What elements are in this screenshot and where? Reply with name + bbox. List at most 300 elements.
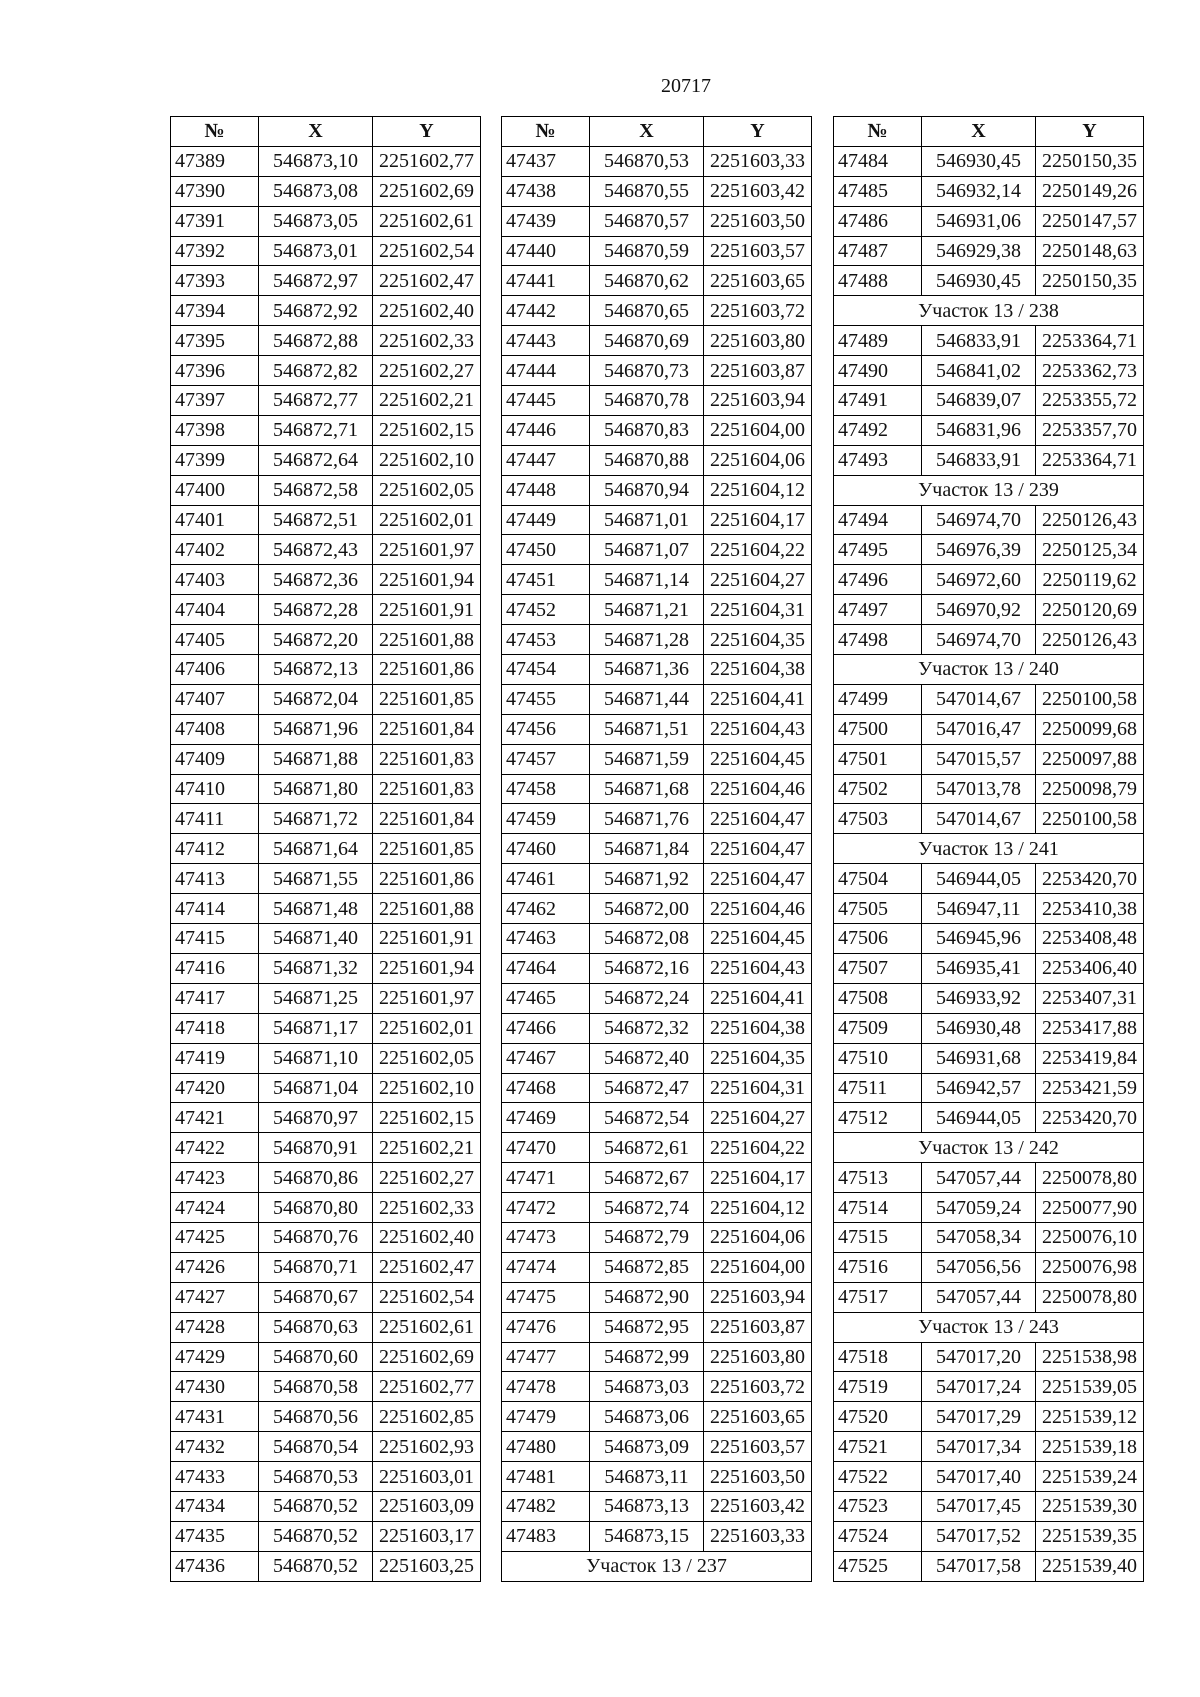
cell-number: 47455 xyxy=(502,684,590,714)
cell-number: 47503 xyxy=(834,804,922,834)
cell-number: 47395 xyxy=(171,326,259,356)
cell-x: 547056,56 xyxy=(922,1252,1036,1282)
table-row xyxy=(502,206,812,236)
cell-number: 47452 xyxy=(502,595,590,625)
table-row xyxy=(502,386,812,416)
cell-number: 47450 xyxy=(502,535,590,565)
cell-y: 2251603,25 xyxy=(373,1551,481,1581)
table-row xyxy=(834,1252,1144,1282)
cell-number: 47458 xyxy=(502,774,590,804)
table-row xyxy=(834,1491,1144,1521)
cell-y: 2251604,00 xyxy=(704,1252,812,1282)
cell-y: 2251603,33 xyxy=(704,146,812,176)
table-row xyxy=(502,236,812,266)
table-row xyxy=(171,1013,481,1043)
cell-x: 546931,06 xyxy=(922,206,1036,236)
cell-x: 546839,07 xyxy=(922,386,1036,416)
cell-y: 2250100,58 xyxy=(1036,684,1144,714)
cell-y: 2251601,84 xyxy=(373,714,481,744)
table-row xyxy=(171,1402,481,1432)
table-row xyxy=(502,1133,812,1163)
cell-number: 47481 xyxy=(502,1462,590,1492)
table-row xyxy=(502,804,812,834)
cell-y: 2251602,01 xyxy=(373,1013,481,1043)
cell-y: 2251604,06 xyxy=(704,1222,812,1252)
cell-y: 2250076,98 xyxy=(1036,1252,1144,1282)
cell-x: 546974,70 xyxy=(922,505,1036,535)
cell-number: 47440 xyxy=(502,236,590,266)
table-row xyxy=(502,176,812,206)
cell-x: 546870,53 xyxy=(590,146,704,176)
cell-number: 47424 xyxy=(171,1193,259,1223)
cell-y: 2251604,22 xyxy=(704,1133,812,1163)
table-row xyxy=(834,1402,1144,1432)
table-row xyxy=(171,565,481,595)
cell-number: 47483 xyxy=(502,1521,590,1551)
table-row xyxy=(834,684,1144,714)
table-header xyxy=(502,117,812,147)
cell-number: 47470 xyxy=(502,1133,590,1163)
table-row xyxy=(502,1222,812,1252)
cell-y: 2251603,42 xyxy=(704,176,812,206)
cell-x: 546872,28 xyxy=(259,595,373,625)
cell-x: 547017,20 xyxy=(922,1342,1036,1372)
cell-number: 47400 xyxy=(171,475,259,505)
cell-y: 2251604,22 xyxy=(704,535,812,565)
cell-y: 2251602,01 xyxy=(373,505,481,535)
cell-y: 2251539,18 xyxy=(1036,1432,1144,1462)
table-row xyxy=(171,236,481,266)
cell-y: 2251601,88 xyxy=(373,625,481,655)
cell-x: 546944,05 xyxy=(922,1103,1036,1133)
cell-x: 546871,68 xyxy=(590,774,704,804)
cell-x: 546972,60 xyxy=(922,565,1036,595)
cell-x: 546870,56 xyxy=(259,1402,373,1432)
cell-y: 2250076,10 xyxy=(1036,1222,1144,1252)
cell-y: 2251539,24 xyxy=(1036,1462,1144,1492)
cell-x: 546872,92 xyxy=(259,296,373,326)
cell-number: 47430 xyxy=(171,1372,259,1402)
cell-y: 2251604,47 xyxy=(704,804,812,834)
cell-number: 47501 xyxy=(834,744,922,774)
cell-number: 47417 xyxy=(171,983,259,1013)
cell-number: 47484 xyxy=(834,146,922,176)
cell-number: 47405 xyxy=(171,625,259,655)
cell-y: 2251539,35 xyxy=(1036,1521,1144,1551)
cell-x: 546947,11 xyxy=(922,894,1036,924)
cell-number: 47436 xyxy=(171,1551,259,1581)
cell-y: 2250147,57 xyxy=(1036,206,1144,236)
cell-x: 546872,08 xyxy=(590,924,704,954)
cell-y: 2251603,57 xyxy=(704,1432,812,1462)
cell-number: 47487 xyxy=(834,236,922,266)
table-row xyxy=(502,774,812,804)
cell-x: 546870,55 xyxy=(590,176,704,206)
table-row xyxy=(834,1551,1144,1581)
table-row xyxy=(834,1043,1144,1073)
cell-y: 2251602,21 xyxy=(373,386,481,416)
cell-number: 47497 xyxy=(834,595,922,625)
cell-number: 47398 xyxy=(171,415,259,445)
table-row xyxy=(171,983,481,1013)
cell-x: 547057,44 xyxy=(922,1282,1036,1312)
cell-number: 47435 xyxy=(171,1521,259,1551)
cell-x: 547017,24 xyxy=(922,1372,1036,1402)
table-row xyxy=(171,894,481,924)
cell-number: 47441 xyxy=(502,266,590,296)
cell-x: 546872,13 xyxy=(259,655,373,685)
table-row xyxy=(171,505,481,535)
cell-y: 2251601,91 xyxy=(373,595,481,625)
header-x: X xyxy=(590,117,704,147)
table-row xyxy=(171,356,481,386)
cell-number: 47423 xyxy=(171,1163,259,1193)
table-body xyxy=(171,146,481,1581)
table-body xyxy=(502,146,812,1581)
table-row xyxy=(171,864,481,894)
cell-y: 2251602,47 xyxy=(373,1252,481,1282)
cell-number: 47392 xyxy=(171,236,259,266)
cell-y: 2251604,27 xyxy=(704,1103,812,1133)
cell-number: 47464 xyxy=(502,953,590,983)
table-row xyxy=(834,744,1144,774)
header-x: X xyxy=(259,117,373,147)
coordinate-table xyxy=(170,116,481,1582)
cell-number: 47407 xyxy=(171,684,259,714)
cell-number: 47444 xyxy=(502,356,590,386)
cell-number: 47391 xyxy=(171,206,259,236)
cell-y: 2250125,34 xyxy=(1036,535,1144,565)
table-row xyxy=(502,625,812,655)
cell-x: 546872,04 xyxy=(259,684,373,714)
cell-y: 2251604,46 xyxy=(704,894,812,924)
cell-number: 47519 xyxy=(834,1372,922,1402)
table-row xyxy=(834,625,1144,655)
cell-y: 2251602,15 xyxy=(373,1103,481,1133)
cell-x: 546974,70 xyxy=(922,625,1036,655)
cell-x: 546870,57 xyxy=(590,206,704,236)
table-row xyxy=(834,236,1144,266)
cell-y: 2251602,61 xyxy=(373,206,481,236)
cell-y: 2251601,94 xyxy=(373,953,481,983)
table-row xyxy=(502,1521,812,1551)
cell-number: 47482 xyxy=(502,1491,590,1521)
table-row xyxy=(502,983,812,1013)
table-body xyxy=(834,146,1144,1581)
table-row xyxy=(171,1462,481,1492)
cell-y: 2251604,43 xyxy=(704,953,812,983)
cell-x: 546931,68 xyxy=(922,1043,1036,1073)
table-row xyxy=(171,206,481,236)
cell-y: 2251604,38 xyxy=(704,1013,812,1043)
section-row xyxy=(834,655,1144,685)
section-row xyxy=(502,1551,812,1581)
cell-x: 547016,47 xyxy=(922,714,1036,744)
cell-number: 47434 xyxy=(171,1491,259,1521)
cell-x: 546871,55 xyxy=(259,864,373,894)
table-row xyxy=(834,1342,1144,1372)
cell-x: 546831,96 xyxy=(922,415,1036,445)
table-row xyxy=(502,1073,812,1103)
cell-number: 47389 xyxy=(171,146,259,176)
table-row xyxy=(502,894,812,924)
cell-y: 2251602,21 xyxy=(373,1133,481,1163)
cell-y: 2251602,47 xyxy=(373,266,481,296)
cell-number: 47511 xyxy=(834,1073,922,1103)
cell-y: 2253408,48 xyxy=(1036,924,1144,954)
cell-x: 546871,59 xyxy=(590,744,704,774)
cell-number: 47397 xyxy=(171,386,259,416)
table-row xyxy=(834,356,1144,386)
table-row xyxy=(834,445,1144,475)
cell-x: 546970,92 xyxy=(922,595,1036,625)
cell-number: 47491 xyxy=(834,386,922,416)
table-row xyxy=(834,953,1144,983)
table-row xyxy=(834,1013,1144,1043)
table-row xyxy=(502,535,812,565)
table-row xyxy=(502,475,812,505)
cell-number: 47393 xyxy=(171,266,259,296)
cell-x: 546872,79 xyxy=(590,1222,704,1252)
table-row xyxy=(171,1193,481,1223)
cell-x: 546872,36 xyxy=(259,565,373,595)
table-row xyxy=(502,595,812,625)
header-y: Y xyxy=(1036,117,1144,147)
cell-number: 47510 xyxy=(834,1043,922,1073)
header-x: X xyxy=(922,117,1036,147)
table-row xyxy=(171,774,481,804)
cell-number: 47507 xyxy=(834,953,922,983)
cell-x: 546870,76 xyxy=(259,1222,373,1252)
cell-number: 47406 xyxy=(171,655,259,685)
cell-number: 47499 xyxy=(834,684,922,714)
cell-y: 2251604,35 xyxy=(704,625,812,655)
cell-x: 546870,91 xyxy=(259,1133,373,1163)
cell-x: 546833,91 xyxy=(922,326,1036,356)
table-row xyxy=(502,1193,812,1223)
cell-y: 2251604,41 xyxy=(704,983,812,1013)
cell-x: 547017,58 xyxy=(922,1551,1036,1581)
cell-x: 546872,58 xyxy=(259,475,373,505)
table-row xyxy=(171,625,481,655)
cell-x: 546872,00 xyxy=(590,894,704,924)
cell-y: 2251602,93 xyxy=(373,1432,481,1462)
section-label: Участок 13 / 237 xyxy=(502,1551,812,1581)
table-row xyxy=(834,983,1144,1013)
cell-number: 47509 xyxy=(834,1013,922,1043)
cell-x: 546870,54 xyxy=(259,1432,373,1462)
table-row xyxy=(834,1432,1144,1462)
cell-y: 2251539,30 xyxy=(1036,1491,1144,1521)
cell-x: 546873,05 xyxy=(259,206,373,236)
cell-x: 546872,67 xyxy=(590,1163,704,1193)
table-row xyxy=(171,1282,481,1312)
cell-x: 546870,78 xyxy=(590,386,704,416)
cell-number: 47471 xyxy=(502,1163,590,1193)
table-row xyxy=(171,924,481,954)
header-number: № xyxy=(171,117,259,147)
header-row xyxy=(171,117,481,147)
cell-y: 2251539,40 xyxy=(1036,1551,1144,1581)
cell-number: 47477 xyxy=(502,1342,590,1372)
table-row xyxy=(834,804,1144,834)
cell-x: 546870,52 xyxy=(259,1491,373,1521)
cell-y: 2253407,31 xyxy=(1036,983,1144,1013)
cell-y: 2251603,50 xyxy=(704,1462,812,1492)
table-row xyxy=(502,1432,812,1462)
cell-x: 546870,86 xyxy=(259,1163,373,1193)
table-row xyxy=(834,326,1144,356)
cell-y: 2251604,12 xyxy=(704,1193,812,1223)
cell-x: 547017,52 xyxy=(922,1521,1036,1551)
section-label: Участок 13 / 241 xyxy=(834,834,1144,864)
cell-y: 2251602,05 xyxy=(373,1043,481,1073)
table-row xyxy=(502,924,812,954)
cell-y: 2250150,35 xyxy=(1036,146,1144,176)
table-row xyxy=(502,1282,812,1312)
cell-x: 547058,34 xyxy=(922,1222,1036,1252)
cell-y: 2250098,79 xyxy=(1036,774,1144,804)
cell-y: 2251603,80 xyxy=(704,1342,812,1372)
cell-number: 47476 xyxy=(502,1312,590,1342)
cell-y: 2251603,65 xyxy=(704,1402,812,1432)
cell-number: 47410 xyxy=(171,774,259,804)
table-row xyxy=(834,774,1144,804)
table-row xyxy=(502,1491,812,1521)
cell-number: 47502 xyxy=(834,774,922,804)
cell-x: 546873,13 xyxy=(590,1491,704,1521)
cell-y: 2251602,27 xyxy=(373,1163,481,1193)
cell-y: 2253364,71 xyxy=(1036,445,1144,475)
table-row xyxy=(171,535,481,565)
cell-number: 47500 xyxy=(834,714,922,744)
coordinate-table xyxy=(501,116,812,1582)
cell-x: 546872,88 xyxy=(259,326,373,356)
cell-x: 546933,92 xyxy=(922,983,1036,1013)
cell-y: 2251602,40 xyxy=(373,1222,481,1252)
cell-number: 47514 xyxy=(834,1193,922,1223)
header-row xyxy=(834,117,1144,147)
cell-x: 546930,45 xyxy=(922,266,1036,296)
cell-y: 2251602,27 xyxy=(373,356,481,386)
table-row xyxy=(171,804,481,834)
cell-x: 546873,01 xyxy=(259,236,373,266)
cell-x: 546872,51 xyxy=(259,505,373,535)
cell-x: 546871,21 xyxy=(590,595,704,625)
cell-number: 47403 xyxy=(171,565,259,595)
cell-number: 47524 xyxy=(834,1521,922,1551)
cell-x: 546871,96 xyxy=(259,714,373,744)
table-row xyxy=(171,176,481,206)
cell-y: 2250126,43 xyxy=(1036,505,1144,535)
cell-number: 47447 xyxy=(502,445,590,475)
cell-x: 546872,77 xyxy=(259,386,373,416)
cell-x: 546872,47 xyxy=(590,1073,704,1103)
table-row xyxy=(171,475,481,505)
cell-number: 47415 xyxy=(171,924,259,954)
section-row xyxy=(834,1133,1144,1163)
cell-y: 2250078,80 xyxy=(1036,1163,1144,1193)
cell-number: 47401 xyxy=(171,505,259,535)
table-row xyxy=(834,924,1144,954)
cell-y: 2251603,87 xyxy=(704,1312,812,1342)
cell-number: 47429 xyxy=(171,1342,259,1372)
table-row xyxy=(171,445,481,475)
table-row xyxy=(834,714,1144,744)
table-row xyxy=(502,1163,812,1193)
cell-x: 546871,01 xyxy=(590,505,704,535)
cell-y: 2251603,94 xyxy=(704,386,812,416)
cell-x: 546871,48 xyxy=(259,894,373,924)
cell-number: 47486 xyxy=(834,206,922,236)
table-row xyxy=(171,1342,481,1372)
cell-number: 47431 xyxy=(171,1402,259,1432)
table-row xyxy=(834,505,1144,535)
table-row xyxy=(502,864,812,894)
cell-number: 47495 xyxy=(834,535,922,565)
table-row xyxy=(502,296,812,326)
cell-number: 47453 xyxy=(502,625,590,655)
cell-x: 546871,32 xyxy=(259,953,373,983)
table-row xyxy=(834,1222,1144,1252)
cell-number: 47462 xyxy=(502,894,590,924)
table-header xyxy=(171,117,481,147)
cell-y: 2250078,80 xyxy=(1036,1282,1144,1312)
cell-y: 2251602,54 xyxy=(373,236,481,266)
cell-y: 2250097,88 xyxy=(1036,744,1144,774)
cell-y: 2251602,77 xyxy=(373,1372,481,1402)
table-row xyxy=(502,1342,812,1372)
table-row xyxy=(171,953,481,983)
cell-y: 2253406,40 xyxy=(1036,953,1144,983)
cell-y: 2250100,58 xyxy=(1036,804,1144,834)
table-row xyxy=(834,266,1144,296)
cell-y: 2251601,91 xyxy=(373,924,481,954)
section-row xyxy=(834,475,1144,505)
cell-y: 2253417,88 xyxy=(1036,1013,1144,1043)
cell-y: 2251603,87 xyxy=(704,356,812,386)
cell-y: 2251604,00 xyxy=(704,415,812,445)
cell-x: 546870,69 xyxy=(590,326,704,356)
cell-y: 2251604,47 xyxy=(704,834,812,864)
cell-number: 47498 xyxy=(834,625,922,655)
table-row xyxy=(502,714,812,744)
cell-x: 546872,90 xyxy=(590,1282,704,1312)
cell-y: 2251603,57 xyxy=(704,236,812,266)
cell-number: 47490 xyxy=(834,356,922,386)
cell-number: 47456 xyxy=(502,714,590,744)
cell-y: 2251604,46 xyxy=(704,774,812,804)
cell-x: 546870,59 xyxy=(590,236,704,266)
cell-x: 546873,15 xyxy=(590,1521,704,1551)
cell-x: 546871,07 xyxy=(590,535,704,565)
cell-x: 546935,41 xyxy=(922,953,1036,983)
cell-y: 2250119,62 xyxy=(1036,565,1144,595)
section-label: Участок 13 / 238 xyxy=(834,296,1144,326)
cell-number: 47425 xyxy=(171,1222,259,1252)
cell-x: 546872,64 xyxy=(259,445,373,475)
cell-number: 47513 xyxy=(834,1163,922,1193)
table-row xyxy=(834,535,1144,565)
cell-number: 47445 xyxy=(502,386,590,416)
section-label: Участок 13 / 242 xyxy=(834,1133,1144,1163)
cell-x: 546870,97 xyxy=(259,1103,373,1133)
cell-number: 47468 xyxy=(502,1073,590,1103)
cell-y: 2251601,84 xyxy=(373,804,481,834)
table-row xyxy=(502,266,812,296)
cell-x: 546871,84 xyxy=(590,834,704,864)
cell-number: 47433 xyxy=(171,1462,259,1492)
